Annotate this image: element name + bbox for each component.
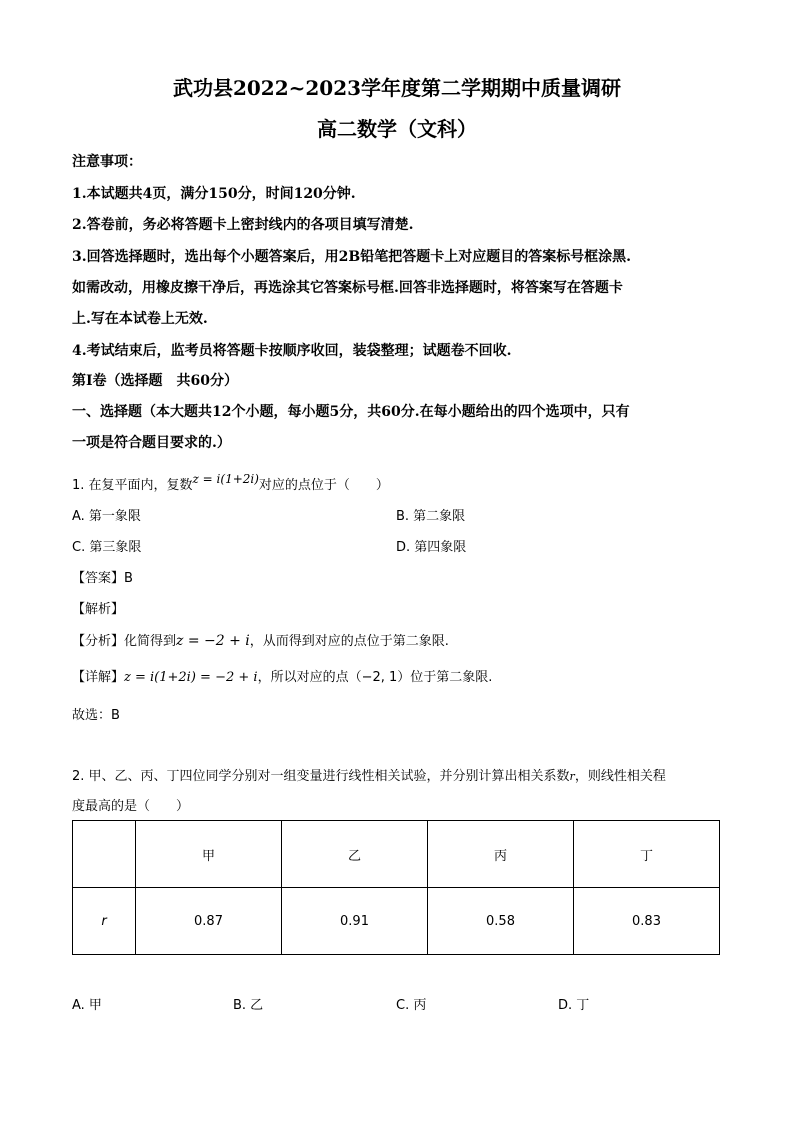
page-title: 武功县2022~2023学年度第二学期期中质量调研: [172, 76, 622, 100]
correlation-table: [72, 820, 720, 955]
part-title: 第Ⅰ卷（选择题 共60分）: [72, 373, 239, 389]
page-subtitle: 高二数学（文科）: [317, 117, 477, 141]
question-1-prefix: 1. 在复平面内，复数: [72, 478, 193, 493]
fenxi-formula: z = −2 + i: [176, 633, 250, 649]
question-1-formula: z = i(1+2i): [192, 472, 259, 486]
fenxi-text-1: 化简得到: [124, 634, 177, 649]
section-instruction-2: 一项是符合题目要求的.）: [72, 435, 231, 451]
question-2-prefix: 2. 甲、乙、丙、丁四位同学分别对一组变量进行线性相关试验，并分别计算出相关系数: [72, 769, 570, 784]
table-header-row: [73, 821, 720, 888]
analysis-tag: 【解析】: [72, 602, 125, 617]
fenxi-tag: 【分析】: [72, 634, 125, 649]
notes-item-1: 1.本试题共4页，满分150分，时间120分钟.: [72, 186, 356, 202]
table-cell-ding: 0.83: [574, 888, 720, 955]
table-header-jia: 甲: [136, 821, 282, 888]
q1-option-a: A. 第一象限: [72, 509, 141, 524]
q2-option-a: A. 甲: [72, 998, 102, 1013]
q1-option-c: C. 第三象限: [72, 540, 142, 555]
q1-option-d: D. 第四象限: [396, 540, 467, 555]
table-header-bing: 丙: [428, 821, 574, 888]
table-cell-yi: 0.91: [282, 888, 428, 955]
question-1-suffix: 对应的点位于（ ）: [258, 478, 389, 493]
table-cell-bing: 0.58: [428, 888, 574, 955]
notes-item-2: 2.答卷前，务必将答题卡上密封线内的各项目填写清楚.: [72, 217, 414, 233]
q2-option-c: C. 丙: [396, 998, 427, 1013]
detail-text: ，所以对应的点（−2, 1）位于第二象限.: [257, 670, 493, 685]
q1-fenxi: [72, 630, 449, 649]
answer-tag: 【答案】: [72, 571, 125, 586]
notes-item-4: 4.考试结束后，监考员将答题卡按顺序收回，装袋整理；试题卷不回收.: [72, 343, 512, 359]
table-header-ding: 丁: [574, 821, 720, 888]
question-1: [72, 474, 389, 493]
q2-option-d: D. 丁: [558, 998, 590, 1013]
q1-option-b: B. 第二象限: [396, 509, 466, 524]
table-row: [73, 888, 720, 955]
question-2-var-r: r: [569, 770, 575, 783]
question-2-line-1: [72, 765, 666, 784]
answer-value: B: [124, 571, 133, 586]
q1-detail: [72, 666, 492, 685]
table-header-empty: [73, 821, 136, 888]
notes-heading: 注意事项：: [72, 154, 142, 170]
q2-option-b: B. 乙: [233, 998, 264, 1013]
notes-item-3-cont: 如需改动，用橡皮擦干净后，再选涂其它答案标号框.回答非选择题时，将答案写在答题卡: [72, 280, 623, 296]
table-cell-jia: 0.87: [136, 888, 282, 955]
question-2-line-2: 度最高的是（ ）: [72, 799, 190, 814]
fenxi-text-2: ，从而得到对应的点位于第二象限.: [249, 634, 449, 649]
q1-choose: 故选：B: [72, 708, 120, 723]
notes-item-3: 3.回答选择题时，选出每个小题答案后，用2B铅笔把答题卡上对应题目的答案标号框涂黑.: [72, 249, 632, 265]
detail-formula: z = i(1+2i) = −2 + i: [124, 670, 258, 685]
table-header-yi: 乙: [282, 821, 428, 888]
table-row-label: r: [73, 888, 136, 955]
notes-item-3-end: 上.写在本试卷上无效.: [72, 311, 208, 327]
question-2-suffix: ，则线性相关程: [574, 769, 666, 784]
detail-tag: 【详解】: [72, 670, 125, 685]
section-instruction-1: 一、选择题（本大题共12个小题，每小题5分，共60分.在每小题给出的四个选项中，只有: [72, 404, 630, 420]
q1-answer: [72, 567, 133, 586]
